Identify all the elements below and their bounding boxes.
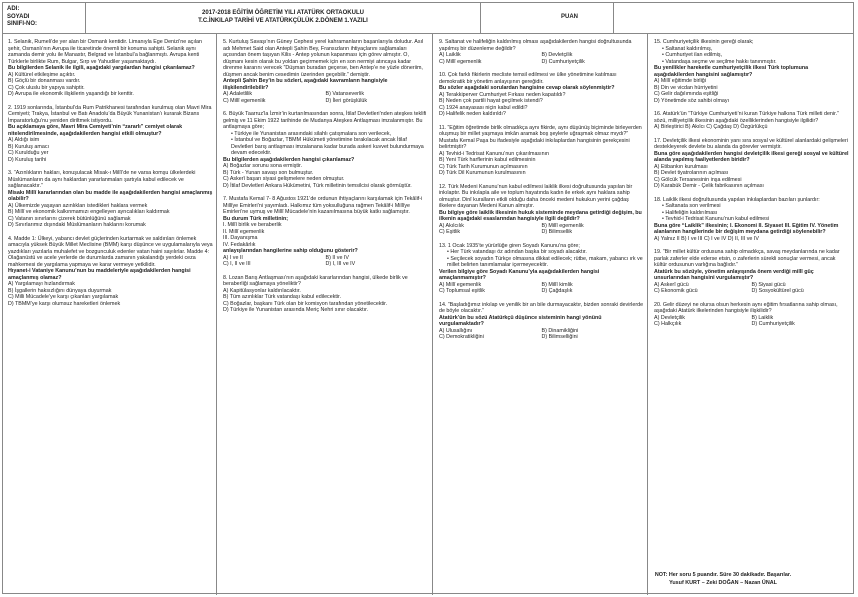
roman-item: IV. Fedakârlık (223, 241, 256, 248)
question-prompt: Atatürk’ün bu sözü Atatürkçü düşünce sisteminin hangi yönünü vurgulamaktadır? (439, 314, 602, 327)
question-stem: 8. Lozan Barış Antlaşması’nın aşağıdaki kararlarından hangisi, ülkede birlik ve beraberliği sağlamaya yöneliktir? (223, 274, 408, 287)
question-prompt: Bu bilgiye göre laiklik ilkesinin hukuk sisteminde meydana getirdiği değişim, bu ilkenin aşağıdaki esaslarından hangisiyle ilgili değildir? (439, 209, 642, 222)
bullet-item: • Seçilecek soyadın Türkçe olmasına dikkat edilecek; rütbe, makam, yabancı ırk ve millet belirten tanımlamalar içermeyecektir. (447, 256, 644, 269)
question-bullet-list (654, 46, 849, 66)
question-prompt: Buna göre “Laiklik” ilkesinin; I. Ekonomi II. Siyaset III. Eğitim IV. Yönetim alanlarının hangilerinde bir değişim meydana getirdiği söylenebilir? (654, 222, 839, 235)
answer-option: C) Boğazlar, başkanı Türk olan bir komisyon tarafından yönetilecektir. (223, 300, 388, 307)
answer-option: C) Türk Tarih Kurumunun açılmasının (439, 163, 528, 170)
answer-option: B) Kuruluş amacı (8, 143, 49, 150)
question-block (8, 39, 213, 98)
bullet-item: • Tevhid-i Tedrisat Kanunu’nun kabul edilmesi (662, 216, 849, 223)
question-block (439, 184, 644, 236)
answer-option: B) Göçlü bir donanması vardır. (8, 78, 81, 84)
answer-option: B) Dinamikliğini (541, 327, 579, 334)
answer-option-row (439, 59, 644, 66)
answer-option: C) I, II ve III (223, 261, 251, 267)
answer-option: D) Kuruluş tarihi (8, 156, 47, 163)
answer-option: B) Neden çok partili hayat geçilmek istendi? (439, 98, 543, 104)
answer-option: D) İtilaf Devletleri Ankara Hükümetini, Türk milletinin temsilcisi olarak görmüştür. (223, 182, 412, 189)
answer-option: C) Gölcük Tersanesinin inşa edilmesi (654, 176, 742, 183)
answer-option: D) Cumhuriyetçilik (541, 58, 585, 65)
question-block (654, 249, 849, 295)
answer-option: B) Türk - Yunan savaşı son bulmuştur. (223, 169, 314, 176)
answer-option: A) Devletçilik (654, 314, 685, 321)
answer-option: C) Millî egemenlik (223, 97, 266, 104)
question-prompt: anlayışlarından hangilerine sahip olduğunu gösterir? (223, 248, 358, 254)
answer-option: B) Laiklik (751, 314, 774, 321)
answer-option: A) Aldığı isim (8, 137, 40, 143)
question-block (439, 72, 644, 118)
question-prompt: Atatürk bu sözüyle, yönetim anlayışında önem verdiği millî güç unsurlarından hangisini vurgulamıştır? (654, 268, 814, 281)
answer-option: B) Siyasi gücü (751, 281, 786, 288)
header-divider (613, 3, 614, 33)
answer-option: B) Tüm azınlıklar Türk vatandaşı kabul edilecektir. (223, 294, 342, 300)
question-prompt: Buna göre aşağıdakilerden hangisi devletçilik ilkesi gereği sosyal ve kültürel alanda yapılmış faaliyetlerden biridir? (654, 150, 849, 163)
answer-option: D) Bilimsellik (541, 229, 573, 235)
question-block (654, 138, 849, 190)
answer-option-row (439, 288, 644, 295)
answer-option-row (223, 261, 428, 268)
answer-option: A) Tevhid-i Tedrisat Kanunu’nun çıkarılmasının (439, 150, 549, 157)
question-column-4 (654, 39, 849, 335)
question-column-1 (8, 39, 213, 314)
header-divider (85, 3, 86, 33)
answer-option: A) Terakkiperver Cumhuriyet Fırkası neden kapatıldı? (439, 91, 566, 98)
question-column-3 (439, 39, 644, 348)
bullet-item: • Cumhuriyet ilan edilmiş, (662, 52, 849, 59)
question-prompt: Antepli Şahin Bey’in bu sözleri, aşağıdaki kavramların hangisiyle ilişkilendirilebilir? (223, 78, 388, 91)
exam-title-line2: T.C.İNKILAP TARİHİ VE ATATÜRKÇÜLÜK 2.DÖNEM 1.YAZILI (198, 18, 368, 24)
question-block (8, 236, 213, 308)
answer-option: B) Din ve vicdan hürriyetini (654, 84, 718, 91)
answer-option: C) Eşitlik (439, 229, 461, 235)
bullet-item: • Türkiye ile Yunanistan arasındaki silahlı çatışmalara son verilecek, (231, 131, 428, 138)
question-block (439, 125, 644, 177)
question-block (223, 39, 428, 104)
answer-option: B) Devlet tiyatrolarının açılması (654, 170, 729, 176)
answer-option: D) Sosyokültürel gücü (751, 288, 804, 294)
answer-option: A) Kültürel etkileşime açıktır. (8, 71, 76, 78)
answer-option: C) 1924 anayasası niçin kabul edildi? (439, 104, 528, 111)
answer-option-row (439, 229, 644, 236)
answer-option: D) TBMM’ye karşı olumsuz hareketleri önlemek (8, 300, 121, 307)
question-block (8, 170, 213, 229)
question-column-2 (223, 39, 428, 321)
question-block (439, 302, 644, 341)
answer-option: A) Yargılamayı hızlandırmak (8, 281, 75, 287)
roman-item: III. Dayanışma (223, 235, 258, 241)
question-block (8, 105, 213, 164)
answer-option: C) Kurulduğu yer (8, 150, 49, 156)
answer-option: B) İşgallerin haksızlığını dünyaya duyurmak (8, 287, 112, 294)
answer-option: D) Sınırlarımız dışındaki Müslümanların haklarını korumak (8, 222, 146, 228)
answer-option: B) Vatanseverlik (325, 91, 365, 97)
question-prompt: Bu yenilikler hareketle cumhuriyetçilik ilkesi Türk toplumuna aşağıdakilerden hangisini sağlamıştır? (654, 65, 809, 78)
question-stem: 18. Laiklik ilkesi doğrultusunda yapılan inkılaplardan bazıları şunlardır: (654, 196, 820, 203)
footer-note: NOT: Her soru 5 puandır. Süre 30 dakikadır. Başarılar. (654, 572, 792, 578)
answer-option: A) Millî eğitimde birliği (654, 78, 706, 84)
question-block (223, 196, 428, 268)
student-class-label: SINIFI-NO: (7, 21, 37, 27)
question-block (223, 275, 428, 314)
column-divider (432, 33, 433, 595)
answer-option: A) Boğazlar sorunu sona ermiştir. (223, 163, 303, 169)
question-stem: 9. Saltanat ve halifeliğin kaldırılmış olması aşağıdakilerden hangisi doğrultusunda yapılmış bir düzenleme değildir? (439, 39, 632, 52)
bullet-item: • Vatandaşa seçme ve seçilme hakkı tanınmıştır. (662, 59, 849, 66)
bullet-item: • İstanbul ve Boğazlar, TBMM Hükümeti yönetimine bırakılacak ancak İtilaf Devletleri barış antlaşması imzalanana kadar burada askeri kuvvet bulundurmaya devam edecektir. (231, 137, 428, 157)
answer-option: D) Türk Dil Kurumunun kurulmasının (439, 170, 526, 176)
answer-option: D) Yönetimde söz sahibi olmayı (654, 97, 730, 104)
header-divider (480, 3, 481, 33)
bullet-item: • Saltanat kaldırılmış, (662, 46, 849, 53)
answer-option: C) Gelir dağılımında eşitliği (654, 91, 719, 97)
answer-option: A) Ulusallığını (439, 327, 473, 334)
answer-option: B) Yeni Türk harflerinin kabul edilmesinin (439, 157, 536, 163)
answer-option: D) İleri görüşlülük (325, 97, 368, 104)
question-stem: 6. Büyük Taarruz’la İzmir’in kurtarılmasından sonra, İtilaf Devletleri’nden ateşkes teklifi gelmiş ve 11 Ekim 1922 tarihinde de Mudanya Ateşkes Antlaşması imzalanmıştır. Bu antlaşmaya göre; (223, 111, 427, 130)
bullet-item: • Her Türk vatandaşı öz adından başka bir soyadı alacaktır. (447, 249, 644, 256)
student-info (7, 6, 37, 29)
answer-option: A) Etibankın kurulması (654, 163, 708, 170)
question-prompt: Verilen bilgiye göre Soyadı Kanunu’yla aşağıdakilerden hangisi amaçlanmamıştır? (439, 268, 600, 281)
answer-option: C) Milli Mücadele’ye karşı çıkanları yargılamak (8, 294, 119, 300)
question-block (439, 39, 644, 65)
exam-footer (603, 572, 843, 587)
question-prompt: Misakı Millî kararlarından olan bu madde ile aşağıdakilerden hangisi amaçlanmış olabilir? (8, 189, 213, 202)
exam-title (88, 9, 478, 25)
answer-option: A) Laiklik (439, 52, 461, 58)
answer-option: A) Akılcılık (439, 222, 464, 229)
answer-option: D) Halifelik neden kaldırıldı? (439, 111, 506, 117)
question-block (223, 111, 428, 189)
question-stem: 19. “Bir millet kültür ordusuna sahip olmadıkça, savaş meydanlarında ne kadar parlak zaferler elde ederse etsin, o zaferlerin sürekli sonuçlar vermesi, ancak kültür ordusunun varlığına bağlıdır.” (654, 249, 840, 268)
question-stem: 7. Mustafa Kemal 7- 8 Ağustos 1921’de ordunun ihtiyaçlarını karşılamak için Tekâlif-i Millîye Emirleri’ni yayımladı. Halkımız tüm yoksulluğuna rağmen Tekâlif-i Millîye Emirleri’ne uymuş ve Millî Mücadele’nin kazanılmasına büyük katkı sağlamıştır. (223, 196, 423, 215)
question-prompt: Bu durum Türk milletinin; (223, 215, 289, 222)
answer-option: A) Adaletlilik (223, 91, 253, 97)
answer-option: A) Birleştirici B) Akılcı C) Çağdaş D) Özgürlükçü (654, 124, 768, 130)
answer-option: C) Millî egemenlik (439, 58, 482, 65)
question-bullet-list (439, 249, 644, 269)
question-bullet-list (223, 131, 428, 157)
question-stem: 15. Cumhuriyetçilik ilkesinin gereği olarak; (654, 39, 754, 45)
question-prompt: Bu bilgilerden aşağıdakilerden hangisi çıkarılamaz? (223, 156, 355, 163)
question-prompt: Bu sözler aşağıdaki sorulardan hangisine cevap olarak söylenmiştir? (439, 85, 615, 91)
answer-option: D) Karabük Demir - Çelik fabrikasının açılması (654, 183, 764, 189)
question-bullet-list (654, 203, 849, 223)
question-stem: 17. Devletçilik ilkesi ekonominin yanı sıra sosyal ve kültürel alanlardaki gelişmeleri destekleyerek devlete bu alanda da görevler vermiştir. (654, 137, 848, 150)
answer-option: C) Demokratikliğini (439, 334, 484, 340)
question-stem: 20. Gelir düzeyi ne olursa olsun herkesin aynı eğitim fırsatlarına sahip olması, aşağıdaki Atatürk ilkelerinden hangisiyle ilişkilidir? (654, 301, 838, 314)
question-stem: 14. “Başladığımız inkılap ve yenilik bir an bile durmayacaktır, bizden sonraki devirlerde de böyle olacaktır.” (439, 301, 644, 314)
answer-option: A) Yalnız II B) I ve III C) I ve IV D) II, III ve IV (654, 235, 759, 242)
roman-item: II. Millî egemenlik (223, 228, 265, 235)
column-divider (216, 33, 217, 595)
answer-option: C) Çok uluslu bir yapıya sahiptir. (8, 84, 85, 91)
answer-option: C) Vatanın sınırlarını çizerek bütünlüğünü sağlamak (8, 215, 131, 222)
question-prompt: Bu bilgilerden Selanik ile ilgili, aşağıdaki yargılardan hangisi çıkarılamaz? (8, 65, 195, 71)
question-stem: 2. 1919 sonlarında, İstanbul’da Rum Patrikhanesi tarafından kurulmuş olan Mavri Mira Cemiyeti; Trakya, İstanbul ve Batı Anadolu’da Büyük Yunanistan’ı kurarak Bizans İmparatorluğu’nu yeniden diriltmek istiyordu. (8, 104, 212, 124)
answer-option-row (223, 98, 428, 105)
answer-option: C) Askerî başarı siyasi gelişmelere neden olmuştur. (223, 176, 345, 182)
answer-option: D) Türkiye ile Yunanistan arasında Meriç Nehri sınır olacaktır. (223, 307, 369, 313)
question-prompt: Bu açıklamaya göre, Mavri Mira Cemiyeti’nin “zararlı” cemiyet olarak nitelendirilmesinde, aşağıdakilerden hangisi etkili olmuştur? (8, 124, 183, 137)
answer-option: C) Halkçılık (654, 321, 682, 327)
question-stem: 12. Türk Medeni Kanunu’nun kabul edilmesi laiklik ilkesi doğrultusunda yapılan bir inkılaptır. Bu inkılapla aile ve toplum hayatında kadın ile erkek aynı haklara sahip olmuştur. Dinî kuralların etkili olduğu daha önceki medeni hukukun yerini çağdaş ilkelere dayanan Medeni Kanun almıştır. (439, 183, 633, 209)
question-stem: 11. “Eğitim öğretimde birlik olmadıkça aynı fikirde, aynı düşünüş biçiminde birleyerden oluşmuş bir millet yaşmaya imkân aramak boş şeylerle uğraşmak olmaz mıydı?” Mustafa Kemal Paşa bu ifadesiyle aşağıdaki inkılaplardan hangisinin gerekçesini belirtmiştir? (439, 124, 642, 150)
answer-option: B) Millî ve ekonomik kalkınmamızı engelleyen ayrıcalıkları kaldırmak (8, 209, 170, 215)
answer-option: B) II ve IV (325, 254, 349, 261)
answer-option-row (439, 334, 644, 341)
question-block (654, 39, 849, 104)
footer-teachers: Yusuf KURT – Zeki DOĞAN – Nazan ÜNAL (669, 579, 777, 586)
question-block (439, 243, 644, 295)
question-block (654, 302, 849, 328)
bullet-item: • Saltanata son verilmesi (662, 203, 849, 210)
answer-option: A) I ve II (223, 254, 243, 261)
question-stem: 4. Madde 1: Ülkeyi, yabancı devlet güçlerinden kurtarmak ve saldırıları önlemek amacıyla yüksek Büyük Millet Meclisine (BMM) karşı düşünce ve uygulamalarıyla veya yazdıkları yazılarla muhalefet ve bozgunculuk edenler vatan haini sayılırlar. Madde 4: Olağanüstü ve acele yerlerde de durumlarda zamanın yakalandığı yerdeki ceza mahkemesi de yargılama yapmaya ve karar vermeye yetkilidir. (8, 235, 213, 268)
answer-option: B) Millî kimlik (541, 281, 573, 288)
question-stem: 3. “Azınlıkların hakları, konuşulacak Misak-ı Millî’de ne varsa komşu ülkelerdeki Müslümanların da aynı haklardan yararlanmaları şartıyla kabul edilecek ve sağlanacaktır.” (8, 170, 196, 189)
answer-option: D) Çağdaşlık (541, 288, 573, 294)
question-stem: 1. Selanik, Rumeli’de yer alan bir Osmanlı kentidir. Limanıyla Ege Denizi’ne açılan şehir, Osmanlı’nın Avrupa ile ticaretinde önemli bir konuma sahipti. Selanik aynı zamanda demir yolu ile Manastır, Belgrad ve İstanbul’a bağlanmıştı. Avrupa kenti Türklerle birlikte Rum, Bulgar, Sırp ve Yahudiler yaşamaktaydı. (8, 39, 202, 65)
roman-item: I. Millî birlik ve beraberlik (223, 222, 282, 228)
question-stem: 13. 1 Ocak 1935’te yürürlüğe giren Soyadı Kanunu’na göre; (439, 242, 580, 249)
answer-option: B) Devletçilik (541, 52, 573, 58)
student-surname-label: SOYADI (7, 13, 30, 20)
question-block (654, 111, 849, 131)
answer-option-row (654, 321, 849, 328)
column-divider (647, 33, 648, 595)
student-name-label: ADI: (7, 6, 20, 12)
exam-title-line1: 2017-2018 EĞİTİM ÖĞRETİM YILI ATATÜRK ORTAOKULU (202, 10, 364, 16)
answer-option: A) Askerî gücü (654, 281, 689, 288)
question-stem: 5. Kurtuluş Savaşı’nın Güney Cephesi yerel kahramanların başarılarıyla doludur. Asıl adı Mehmet Said olan Antepli Şahin Bey, Fransızların ihtiyaçlarını sağlamaları açısından önem taşıyan Kilis - Antep yolunun kapanması için görev almıştır. O, düşmanı kesin olarak bu yoldan geçirmemek için en son nermiyi atıncaya kadar direnme kararını verecek “Düşman buradan geçerse, ben Antep’e ne yüzle döneriim, düşmen ancak benim cesedimin üzerinden geçebilir.” demiştir. (223, 39, 424, 78)
answer-option: A) Millî egemenlik (439, 281, 482, 288)
exam-header (3, 3, 853, 34)
answer-option: D) Avrupa ile ekonomik ilişkilerin yaşandığı bir kenttir. (8, 91, 134, 97)
answer-option: A) Kapitülasyonlar kaldırılacaktır. (223, 287, 301, 294)
question-stem: 16. Atatürk’ün “Türkiye Cumhuriyeti’ni kuran Türkiye halkına Türk milleti denir.” sözü, milliyetçilik ilkesinin aşağıdaki özelliklerinden hangisiyle ilgilidir? (654, 111, 839, 124)
answer-option: B) Millî egemenlik (541, 222, 584, 229)
answer-option: A) Ülkemizde yaşayan azınlıkları istedikleri haklara vermek (8, 202, 148, 209)
answer-option: D) I, III ve IV (325, 261, 356, 267)
question-stem: 10. Çok farklı fikirlerin mecliste temsil edilmesi ve ülke yönetimine katılması demokratik bir yönetim anlayışının gereğidir. (439, 72, 617, 85)
answer-option: C) Ekonomik gücü (654, 288, 698, 294)
question-prompt: Hıyanet-i Vataniye Kanunu’nun bu maddeleriyle aşağıdakilerden hangisi amaçlanmış olamaz? (8, 268, 191, 281)
bullet-item: • Halifeliğin kaldırılması (662, 210, 849, 217)
answer-option: D) Bilimselliğini (541, 334, 578, 340)
question-block (654, 197, 849, 243)
answer-option: D) Cumhuriyetçilik (751, 321, 795, 327)
answer-option: C) Toplumsal eşitlik (439, 288, 485, 294)
score-label: PUAN (561, 14, 579, 20)
exam-page (2, 2, 854, 594)
answer-option-row (654, 288, 849, 295)
